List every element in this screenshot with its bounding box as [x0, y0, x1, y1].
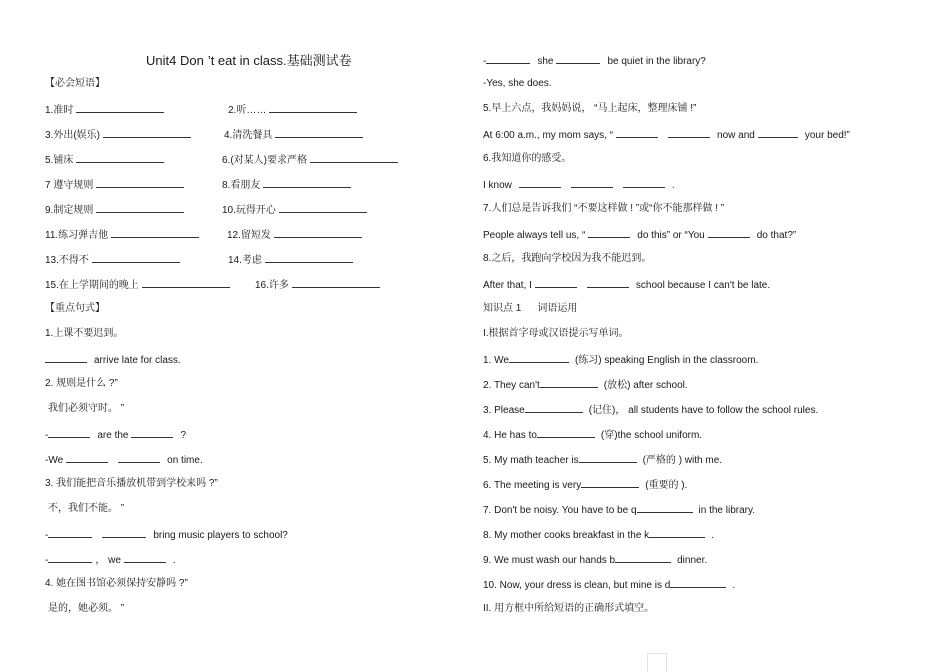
answer-blank[interactable]: [579, 452, 637, 463]
exercise-item-2: [483, 377, 688, 393]
section-heading-phrases: 【必会短语】: [45, 78, 105, 89]
answer-blank[interactable]: [48, 527, 92, 538]
sentence-7-en: [483, 227, 796, 243]
answer-blank[interactable]: [142, 277, 230, 288]
answer-blank[interactable]: [615, 552, 671, 563]
sentence-text: are the: [97, 430, 129, 441]
exercise-item-8: [483, 527, 714, 543]
exercise-item-3: [483, 402, 818, 418]
answer-blank[interactable]: [670, 577, 726, 588]
answer-blank[interactable]: [581, 477, 639, 488]
answer-blank[interactable]: [111, 227, 199, 238]
answer-blank[interactable]: [76, 102, 164, 113]
phrase-9: [45, 202, 187, 218]
phrase-label: 4.清洗餐具: [224, 130, 273, 141]
sentence-text: (放松) after school.: [603, 380, 688, 391]
answer-blank[interactable]: [76, 152, 164, 163]
answer-blank[interactable]: [45, 352, 87, 363]
sentence-1-en: [45, 352, 181, 368]
section-heading-sentences: 【重点句式】: [45, 303, 105, 314]
sentence-6-cn: 6.我知道你的感受。: [483, 153, 572, 164]
title-part-1: Unit4 Don: [146, 53, 204, 68]
phrase-label: 11.练习弹吉他: [45, 230, 109, 241]
sentence-text: school because I can't be late.: [635, 280, 771, 291]
answer-blank[interactable]: [571, 177, 613, 188]
phrase-label: 9.制定规则: [45, 205, 94, 216]
sentence-text: she: [537, 56, 554, 67]
sentence-4-en-q: [483, 53, 706, 69]
phrase-4: [224, 127, 366, 143]
sentence-text: .: [732, 580, 736, 591]
answer-blank[interactable]: [509, 352, 569, 363]
sentence-text: 5. My math teacher is: [483, 455, 579, 466]
sentence-5-en: [483, 127, 850, 143]
sentence-text: on time.: [167, 455, 203, 466]
answer-blank[interactable]: [66, 452, 108, 463]
phrase-label: 15.在上学期间的晚上: [45, 280, 139, 291]
answer-blank[interactable]: [587, 277, 629, 288]
answer-blank[interactable]: [758, 127, 798, 138]
sentence-2-cn: 2. 规则是什么 ?”: [45, 378, 118, 389]
sentence-text: do that?”: [756, 230, 797, 241]
phrase-label: 16.许多: [255, 280, 289, 291]
sentence-text: your bed!”: [804, 130, 850, 141]
phrase-15: [45, 277, 233, 293]
answer-blank[interactable]: [102, 527, 146, 538]
sentence-text: (记住)， all students have to follow the school rules.: [588, 405, 819, 416]
knowledge-point-title: 词语运用: [537, 303, 578, 314]
sentence-text: 3. Please: [483, 405, 525, 416]
answer-blank[interactable]: [708, 227, 750, 238]
answer-blank[interactable]: [486, 53, 530, 64]
sentence-text: 1. We: [483, 355, 509, 366]
phrase-6: [222, 152, 401, 168]
answer-blank[interactable]: [616, 127, 658, 138]
sentence-text: .: [172, 555, 176, 566]
phrase-label: 5.铺床: [45, 155, 74, 166]
phrase-label: 6.(对某人)要求严格: [222, 155, 307, 166]
answer-blank[interactable]: [48, 427, 90, 438]
sentence-4-cn-answer: 是的，她必须。 ”: [48, 603, 125, 614]
answer-blank[interactable]: [269, 102, 357, 113]
answer-blank[interactable]: [279, 202, 367, 213]
sentence-3-cn: 3. 我们能把音乐播放机带到学校来吗 ?”: [45, 478, 218, 489]
answer-blank[interactable]: [623, 177, 665, 188]
sentence-text: I know: [483, 180, 512, 191]
answer-blank[interactable]: [649, 527, 705, 538]
sentence-5-cn: 5.早上六点，我妈妈说， “马上起床，整理床铺 !”: [483, 103, 697, 114]
knowledge-point-label: 知识点 1: [483, 303, 522, 314]
sentence-text: 8. My mother cooks breakfast in the k: [483, 530, 650, 541]
answer-blank[interactable]: [637, 502, 693, 513]
answer-blank[interactable]: [92, 252, 180, 263]
sentence-text: (严格的 ) with me.: [642, 455, 723, 466]
phrase-13: [45, 252, 183, 268]
title-part-2: ’t eat in class.: [207, 53, 287, 68]
answer-blank[interactable]: [519, 177, 561, 188]
sentence-7-cn: 7.人们总是告诉我们 “不要这样做 ! ”或“你不能那样做 ! ”: [483, 203, 725, 214]
title-part-3: 基础测试卷: [286, 53, 352, 68]
sentence-text: ， we: [95, 555, 121, 566]
sentence-text: do this” or “You: [637, 230, 705, 241]
sentence-text: (练习) speaking English in the classroom.: [574, 355, 759, 366]
answer-blank[interactable]: [263, 177, 351, 188]
sentence-4-cn: 4. 她在图书馆必须保持安静吗 ?”: [45, 578, 188, 589]
sentence-8-cn: 8.之后，我跑向学校因为我不能迟到。: [483, 253, 652, 264]
sentence-text: now and: [717, 130, 755, 141]
answer-blank[interactable]: [292, 277, 380, 288]
phrase-label: 10.玩得开心: [222, 205, 276, 216]
sentence-text: arrive late for class.: [94, 355, 181, 366]
phrase-label: 12.留短发: [227, 230, 271, 241]
sentence-text: 10. Now, your dress is clean, but mine is d: [483, 580, 671, 591]
sentence-3-en-a: [45, 552, 176, 568]
sentence-text: People always tell us, “: [483, 230, 586, 241]
sentence-2-cn-answer: 我们必须守时。 ”: [48, 403, 125, 414]
sentence-text: ?: [180, 430, 187, 441]
answer-blank[interactable]: [540, 377, 598, 388]
sentence-text: (穿)the school uniform.: [600, 430, 703, 441]
sentence-text: 7. Don't be noisy. You have to be q: [483, 505, 637, 516]
answer-blank[interactable]: [103, 127, 191, 138]
phrase-1: [45, 102, 167, 118]
exercise-item-5: [483, 452, 722, 468]
phrase-label: 7 遵守规则: [45, 180, 94, 191]
answer-blank[interactable]: [124, 552, 166, 563]
phrase-2: [228, 102, 360, 118]
answer-blank[interactable]: [48, 552, 92, 563]
sentence-text: in the library.: [698, 505, 756, 516]
phrase-11: [45, 227, 202, 243]
phrase-label: 1.准时: [45, 105, 74, 116]
sentence-text: dinner.: [677, 555, 708, 566]
answer-blank[interactable]: [668, 127, 710, 138]
answer-blank[interactable]: [131, 427, 173, 438]
phrase-label: 3.外出(娱乐): [45, 130, 100, 141]
sentence-2-en-q: [45, 427, 186, 443]
phrase-5: [45, 152, 167, 168]
answer-blank[interactable]: [96, 177, 184, 188]
sentence-text: (重要的 ).: [645, 480, 688, 491]
exercise-1-instruction: I.根据首字母或汉语提示写单词。: [483, 328, 629, 339]
sentence-text: -: [45, 430, 49, 441]
sentence-3-cn-answer: 不，我们不能。 ”: [48, 503, 125, 514]
sentence-8-en: [483, 277, 770, 293]
exercise-item-10: [483, 577, 735, 593]
exercise-item-4: [483, 427, 702, 443]
sentence-text: 2. They can't: [483, 380, 540, 391]
answer-blank[interactable]: [537, 427, 595, 438]
exercise-item-1: [483, 352, 758, 368]
phrase-label: 14.考虑: [228, 255, 262, 266]
sentence-text: -: [483, 56, 487, 67]
phrase-10: [222, 202, 370, 218]
answer-blank[interactable]: [556, 53, 600, 64]
answer-blank[interactable]: [275, 127, 363, 138]
sentence-4-en-a: -Yes, she does.: [483, 78, 552, 89]
phrase-7: [45, 177, 187, 193]
phrase-16: [255, 277, 383, 293]
answer-blank[interactable]: [96, 202, 184, 213]
phrase-3: [45, 127, 194, 143]
phrase-label: 8.看朋友: [222, 180, 261, 191]
page-title: [146, 53, 352, 69]
sentence-text: be quiet in the library?: [607, 56, 706, 67]
sentence-text: .: [671, 180, 675, 191]
exercise-item-9: [483, 552, 707, 568]
answer-blank[interactable]: [310, 152, 398, 163]
answer-blank[interactable]: [525, 402, 583, 413]
sentence-text: 9. We must wash our hands b: [483, 555, 616, 566]
exercise-item-7: [483, 502, 755, 518]
answer-blank[interactable]: [588, 227, 630, 238]
page-corner-artifact: [647, 653, 667, 672]
sentence-text: At 6:00 a.m., my mom says, “: [483, 130, 614, 141]
exercise-2-instruction: II. 用方框中所给短语的正确形式填空。: [483, 603, 655, 614]
phrase-12: [227, 227, 365, 243]
sentence-text: After that, I: [483, 280, 532, 291]
answer-blank[interactable]: [265, 252, 353, 263]
sentence-6-en: [483, 177, 675, 193]
sentence-text: -: [45, 530, 49, 541]
sentence-1-cn: 1.上课不要迟到。: [45, 328, 124, 339]
sentence-text: bring music players to school?: [153, 530, 288, 541]
sentence-text: .: [711, 530, 714, 541]
phrase-14: [228, 252, 356, 268]
phrase-8: [222, 177, 354, 193]
knowledge-point-heading: [483, 302, 577, 316]
phrase-label: 2.听……: [228, 105, 267, 116]
sentence-3-en-q: [45, 527, 288, 543]
answer-blank[interactable]: [535, 277, 577, 288]
sentence-text: -: [45, 555, 49, 566]
exercise-item-6: [483, 477, 687, 493]
sentence-text: -We: [45, 455, 64, 466]
sentence-text: 4. He has to: [483, 430, 537, 441]
answer-blank[interactable]: [274, 227, 362, 238]
answer-blank[interactable]: [118, 452, 160, 463]
sentence-2-en-a: [45, 452, 203, 468]
sentence-text: 6. The meeting is very: [483, 480, 582, 491]
phrase-label: 13.不得不: [45, 255, 89, 266]
